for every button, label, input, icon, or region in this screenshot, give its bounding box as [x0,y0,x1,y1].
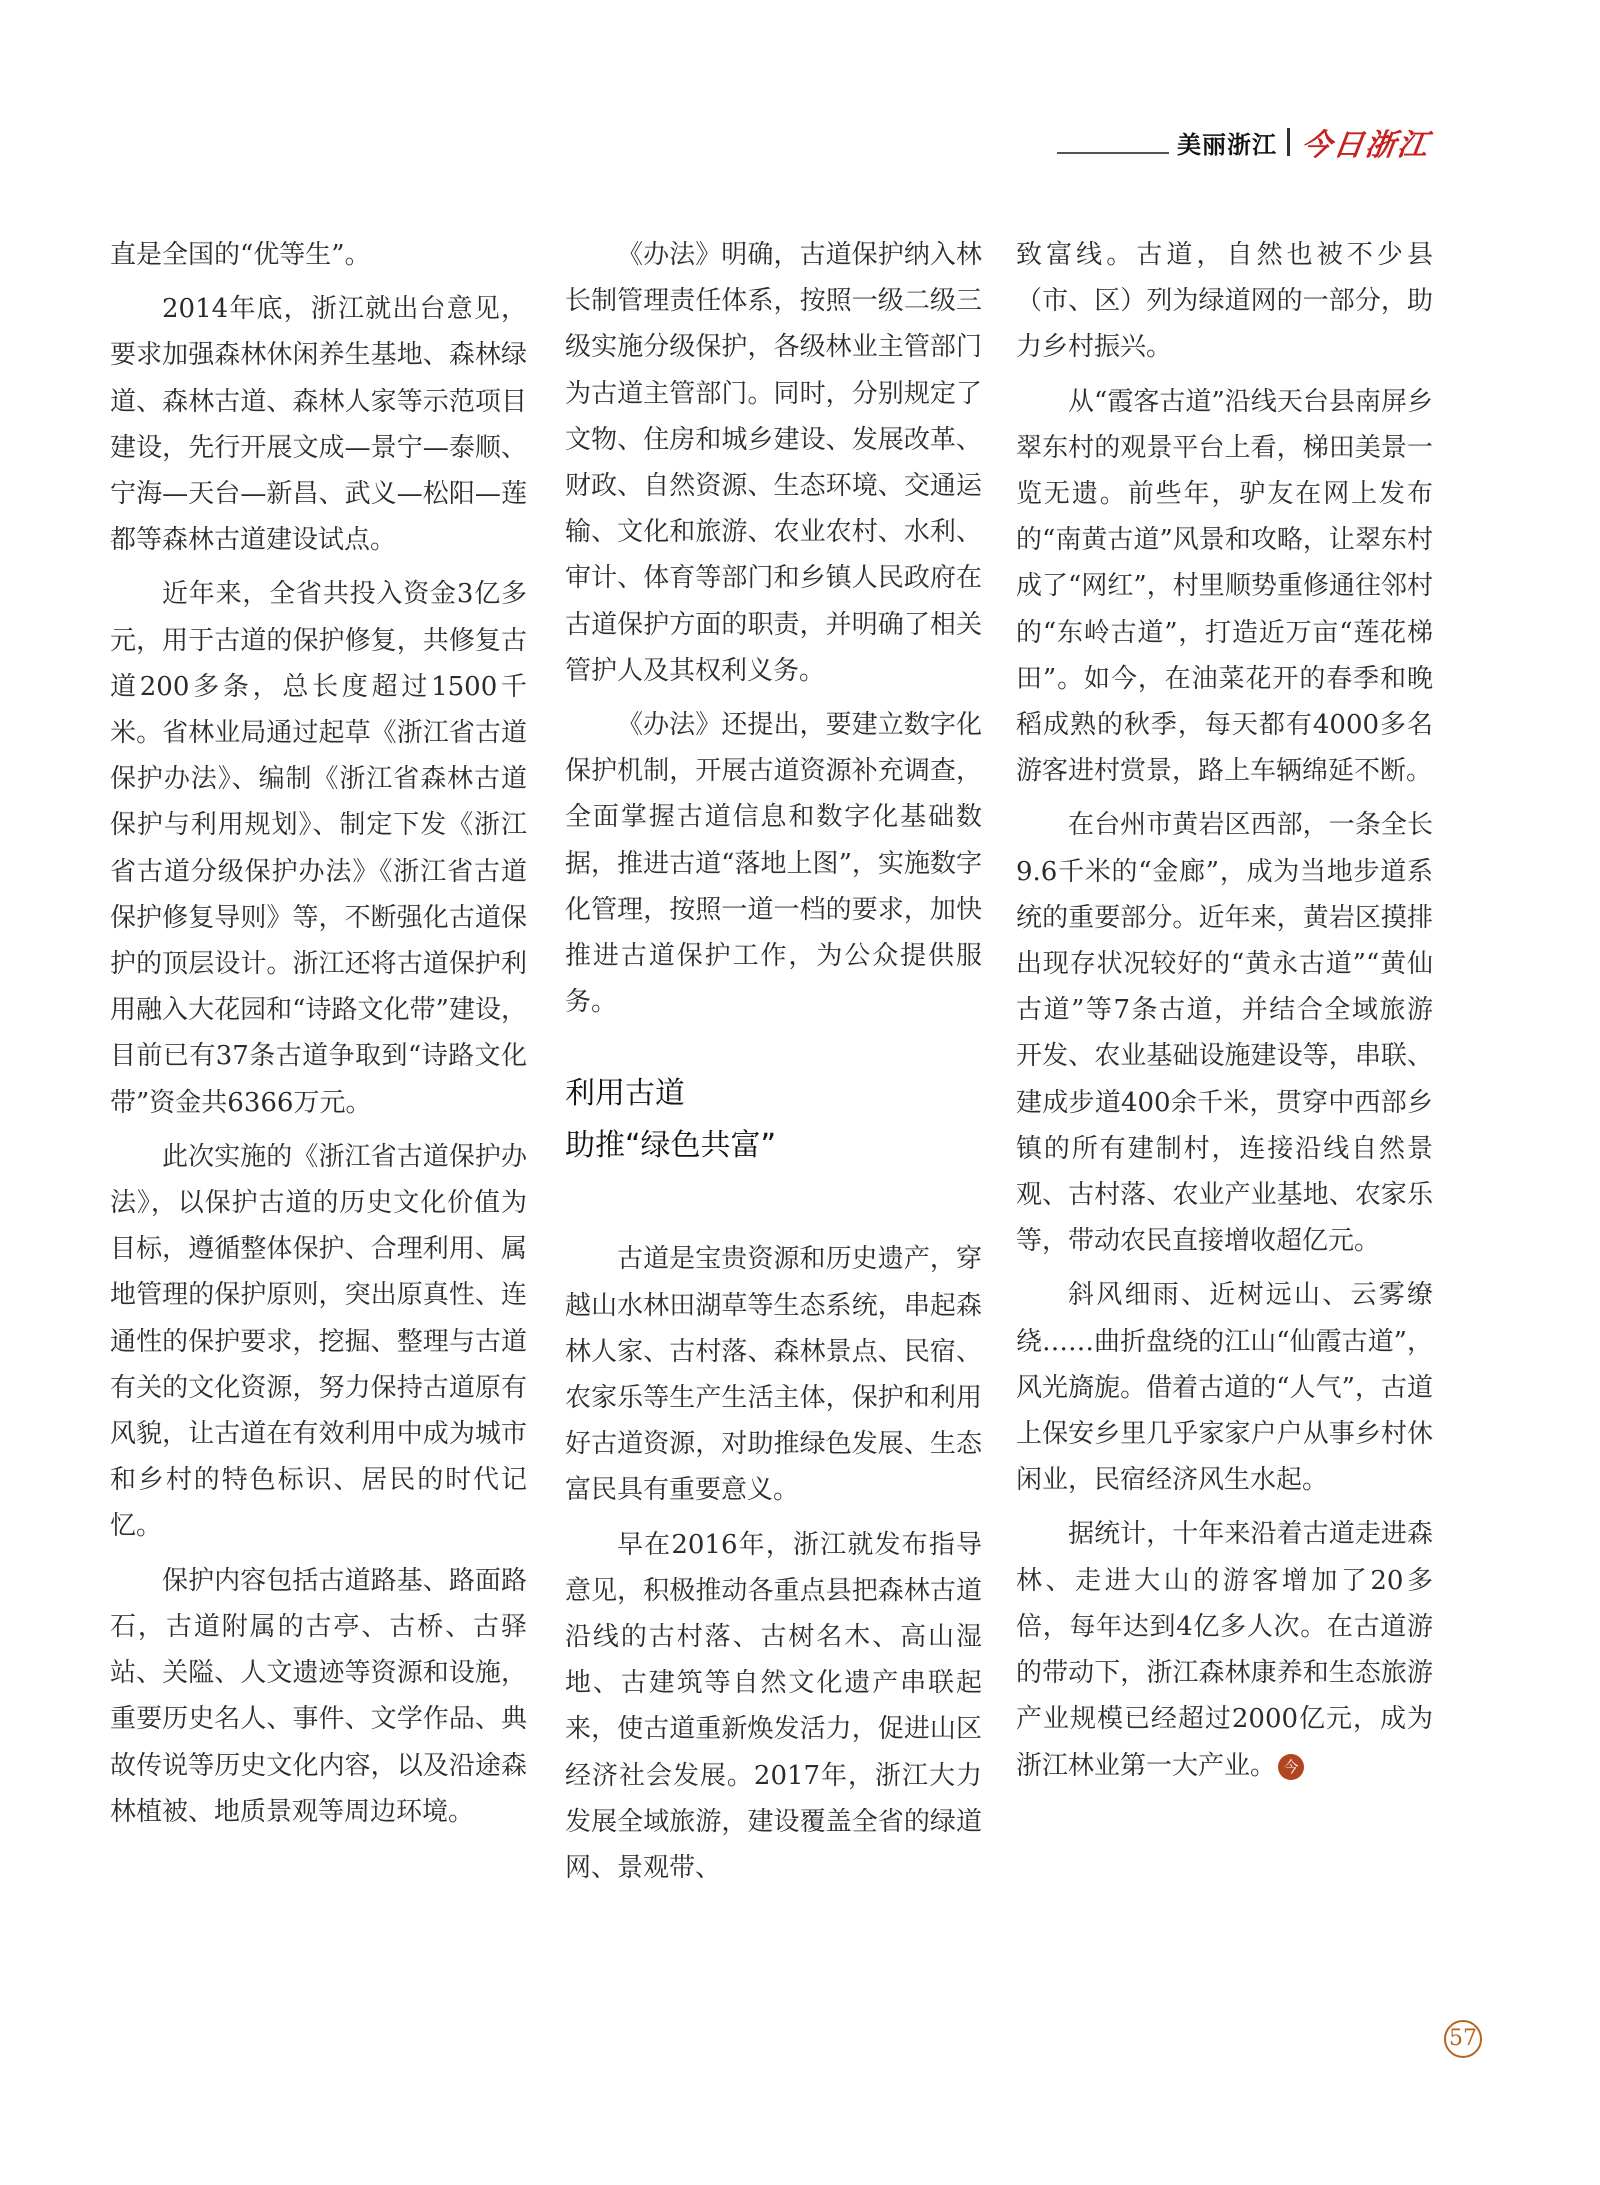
section-subheading [565,1068,982,1172]
paragraph: 2014年底，浙江就出台意见，要求加强森林休闲养生基地、森林绿道、森林古道、森林人家等示范项目建设，先行开展文成—景宁—泰顺、宁海—天台—新昌、武义—松阳—莲都等森林古道建设试点。 [110,294,527,556]
paragraph-text: 据统计，十年来沿着古道走进森林、走进大山的游客增加了20多倍，每年达到4亿多人次。在古道游的带动下，浙江森林康养和生态旅游产业规模已经超过2000亿元，成为浙江林业第一大产业。 [1016,1519,1433,1781]
section-name: 美丽浙江 [1177,130,1277,159]
page-number: 57 [1444,2020,1482,2058]
brand-logo: 今日浙江 [1299,128,1432,163]
paragraph: 直是全国的“优等生”。 [110,240,371,270]
paragraph: 从“霞客古道”沿线天台县南屏乡翠东村的观景平台上看，梯田美景一览无遗。前些年，驴友在网上发布的“南黄古道”风景和攻略，让翠东村成了“网红”，村里顺势重修通往邻村的“东岭古道”，打造近万亩“莲花梯田”。如今，在油菜花开的春季和晚稻成熟的秋季，每天都有4000多名游客进村赏景，路上车辆绵延不断。 [1016,386,1433,787]
paragraph-last [1016,1511,1433,1788]
header-rule [1057,152,1169,154]
paragraph: 在台州市黄岩区西部，一条全长9.6千米的“金廊”，成为当地步道系统的重要部分。近年来，黄岩区摸排出现存状况较好的“黄永古道”“黄仙古道”等7条古道，并结合全域旅游开发、农业基础设施建设等，串联、建成步道400余千米，贯穿中西部乡镇的所有建制村，连接沿线自然景观、古村落、农业产业基地、农家乐等，带动农民直接增收超亿元。 [1016,810,1433,1257]
article-column-3 [1016,232,1433,1797]
paragraph: 《办法》明确，古道保护纳入林长制管理责任体系，按照一级二级三级实施分级保护，各级林业主管部门为古道主管部门。同时，分别规定了文物、住房和城乡建设、发展改革、财政、自然资源、生态环境、交通运输、文化和旅游、农业农村、水利、审计、体育等部门和乡镇人民政府在古道保护方面的职责，并明确了相关管护人及其权利义务。 [565,240,982,686]
paragraph: 近年来，全省共投入资金3亿多元，用于古道的保护修复，共修复古道200多条，总长度超过1500千米。省林业局通过起草《浙江省古道保护办法》、编制《浙江省森林古道保护与利用规划》、制定下发《浙江省古道分级保护办法》《浙江省古道保护修复导则》等，不断强化古道保护的顶层设计。浙江还将古道保护利用融入大花园和“诗路文化带”建设，目前已有37条古道争取到“诗路文化带”资金共6366万元。 [110,579,527,1118]
subheading-line: 利用古道 [565,1076,685,1112]
paragraph: 《办法》还提出，要建立数字化保护机制，开展古道资源补充调查，全面掌握古道信息和数字化基础数据，推进古道“落地上图”，实施数字化管理，按照一道一档的要求，加快推进古道保护工作，为公众提供服务。 [565,710,982,1018]
paragraph: 早在2016年，浙江就发布指导意见，积极推动各重点县把森林古道沿线的古村落、古树名木、高山湿地、古建筑等自然文化遗产串联起来，使古道重新焕发活力，促进山区经济社会发展。2017年，浙江大力发展全域旅游，建设覆盖全省的绿道网、景观带、 [565,1529,982,1884]
paragraph: 斜风细雨、近树远山、云雾缭绕……曲折盘绕的江山“仙霞古道”，风光旖旎。借着古道的“人气”，古道上保安乡里几乎家家户户从事乡村休闲业，民宿经济风生水起。 [1016,1280,1433,1496]
paragraph: 此次实施的《浙江省古道保护办法》，以保护古道的历史文化价值为目标，遵循整体保护、合理利用、属地管理的保护原则，突出原真性、连通性的保护要求，挖掘、整理与古道有关的文化资源，努力保持古道原有风貌，让古道在有效利用中成为城市和乡村的特色标识、居民的时代记忆。 [110,1141,527,1542]
end-mark-icon: 今 [1278,1754,1304,1780]
page-header [1057,122,1430,162]
article-column-1 [110,232,527,1843]
paragraph: 致富线。古道，自然也被不少县（市、区）列为绿道网的一部分，助力乡村振兴。 [1016,240,1433,363]
article-column-2 [565,232,982,1899]
subheading-line: 助推“绿色共富” [565,1128,777,1164]
paragraph: 古道是宝贵资源和历史遗产，穿越山水林田湖草等生态系统，串起森林人家、古村落、森林景点、民宿、农家乐等生产生活主体，保护和利用好古道资源，对助推绿色发展、生态富民具有重要意义。 [565,1244,982,1506]
paragraph: 保护内容包括古道路基、路面路石，古道附属的古亭、古桥、古驿站、关隘、人文遗迹等资源和设施，重要历史名人、事件、文学作品、典故传说等历史文化内容，以及沿途森林植被、地质景观等周边环境。 [110,1565,527,1827]
header-divider [1287,128,1290,156]
